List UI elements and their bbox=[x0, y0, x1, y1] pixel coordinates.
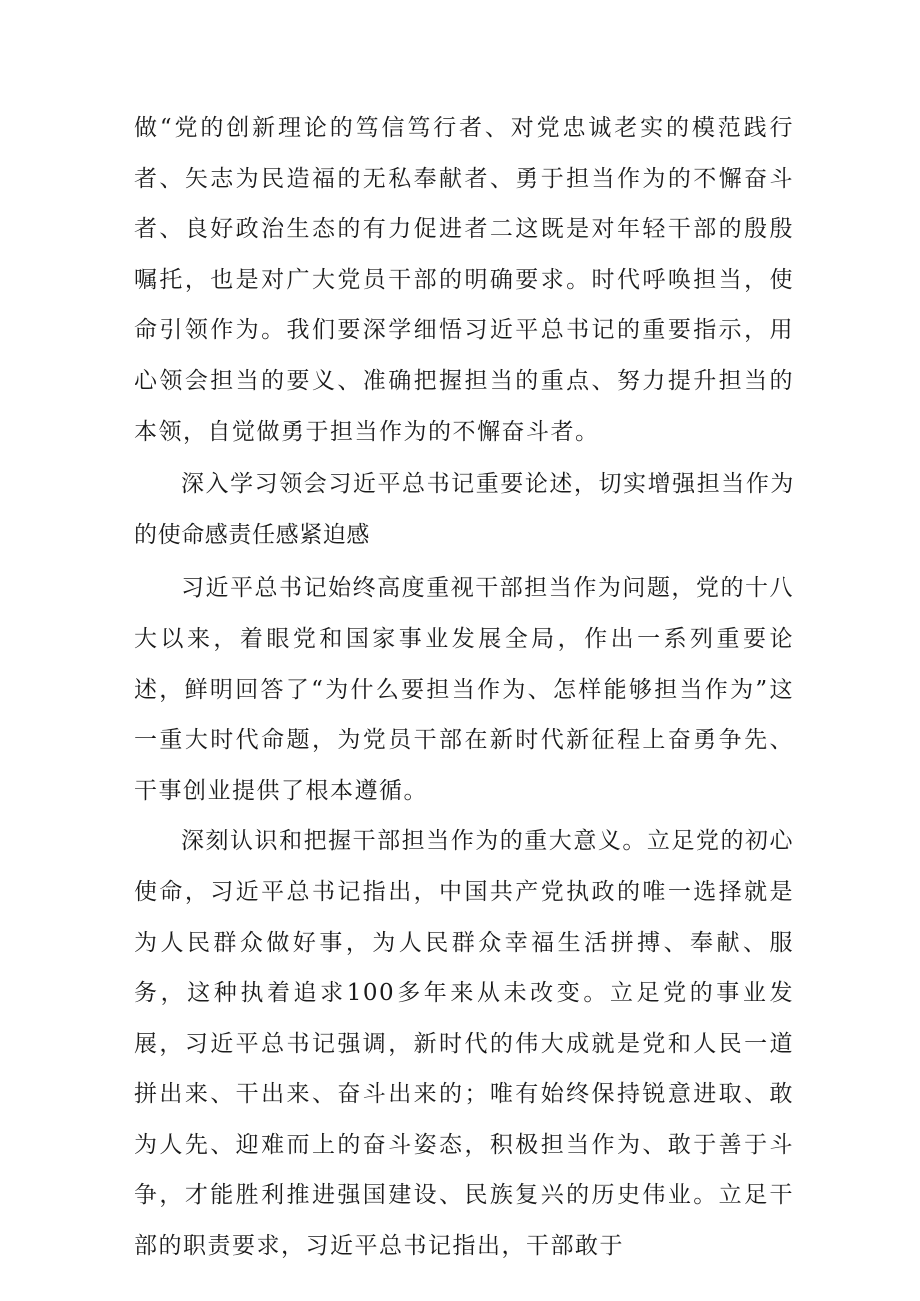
section-heading: 深入学习领会习近平总书记重要论述，切实增强担当作为的使命感责任感紧迫感 bbox=[134, 471, 794, 548]
paragraph-intro-continuation: 做“党的创新理论的笃信笃行者、对党忠诚老实的模范践行者、矢志为民造福的无私奉献者、勇于担当作为的不懈奋斗者、良好政治生态的有力促进者二这既是对年轻干部的殷殷嘱托，也是对广大党员干部的明确要求。时代呼唤担当，使命引领作为。我们要深学细悟习近平总书记的重要指示，用心领会担当的要义、准确把握担当的重点、努力提升担当的本领，自觉做勇于担当作为的不懈奋斗者。 bbox=[134, 115, 794, 445]
paragraph-significance: 深刻认识和把握干部担当作为的重大意义。立足党的初心使命，习近平总书记指出，中国共产党执政的唯一选择就是为人民群众做好事，为人民群众幸福生活拼搏、奉献、服务，这种执着追求100多年来从未改变。立足党的事业发展，习近平总书记强调，新时代的伟大成就是党和人民一道拼出来、干出来、奋斗出来的；唯有始终保持锐意进取、敢为人先、迎难而上的奋斗姿态，积极担当作为、敢于善于斗争，才能胜利推进强国建设、民族复兴的历史伟业。立足干部的职责要求，习近平总书记指出，干部敢于 bbox=[134, 828, 794, 1260]
paragraph-overview: 习近平总书记始终高度重视干部担当作为问题，党的十八大以来，着眼党和国家事业发展全局，作出一系列重要论述，鲜明回答了“为什么要担当作为、怎样能够担当作为”这一重大时代命题，为党员干部在新时代新征程上奋勇争先、干事创业提供了根本遵循。 bbox=[134, 575, 794, 804]
document-body bbox=[134, 103, 794, 1272]
